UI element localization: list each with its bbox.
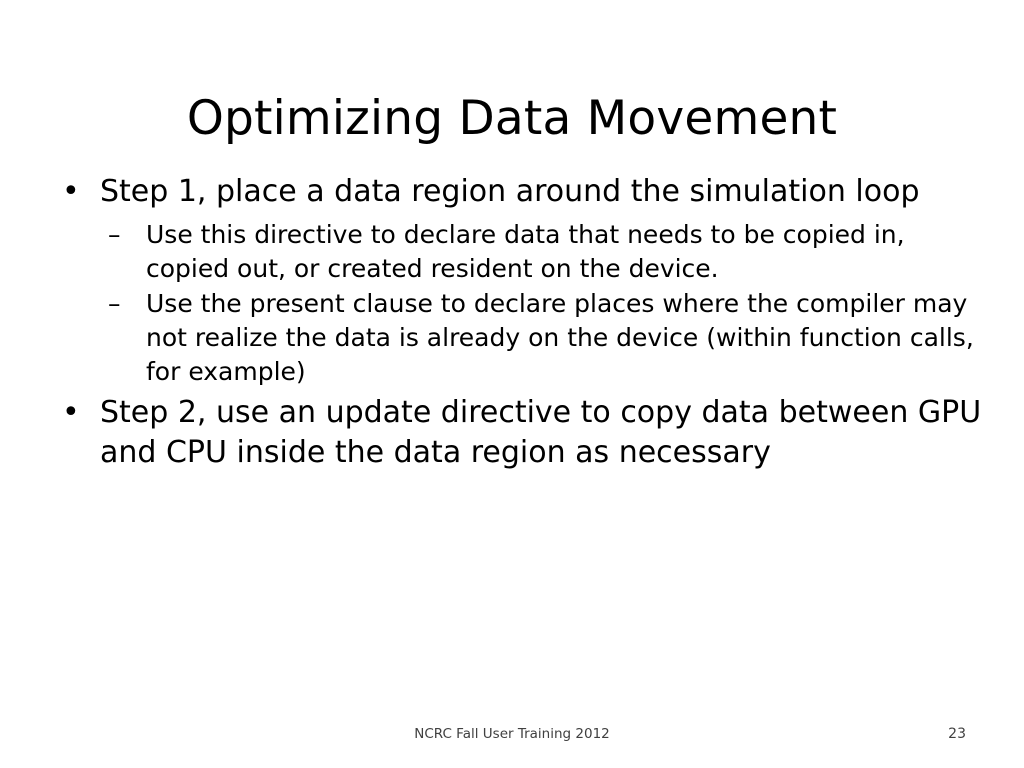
bullet-text: • Step 1, place a data region around the simulation loop [100, 174, 920, 209]
bullet-list-level2 [100, 218, 982, 389]
list-item [52, 393, 982, 473]
bullet-text: • Step 2, use an update directive to copy data between GPU and CPU inside the data region as necessary [100, 394, 982, 470]
list-item [100, 218, 982, 286]
sub-bullet-text: Use this directive to declare data that needs to be copied in, copied out, or created resident on the device. [146, 219, 905, 283]
slide-footer [0, 726, 1024, 746]
footer-text: NCRC Fall User Training 2012 [414, 726, 610, 742]
bullet-list-level1 [52, 172, 982, 473]
slide-body [52, 172, 982, 475]
sub-bullet-text: Use the present clause to declare places where the compiler may not realize the data is already on the device (within function calls, for example) [146, 288, 974, 386]
page-title: Optimizing Data Movement [186, 91, 838, 147]
page-number: 23 [948, 726, 966, 742]
list-item [100, 287, 982, 389]
list-item [52, 172, 982, 389]
